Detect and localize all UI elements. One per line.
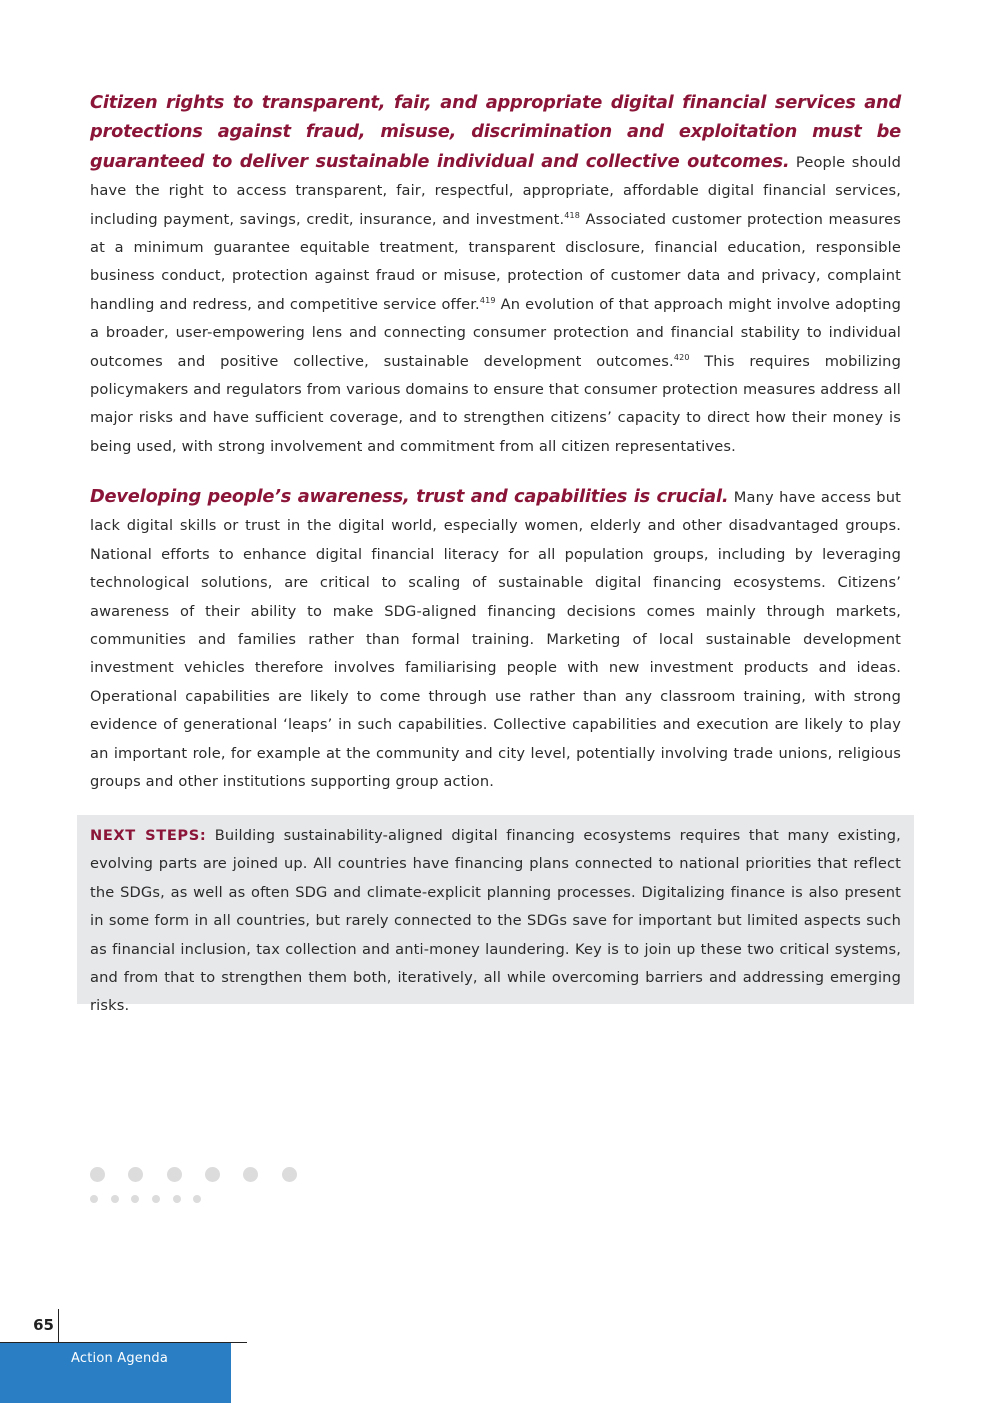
- dot: [90, 1167, 105, 1182]
- dot: [243, 1167, 258, 1182]
- page-number: 65: [33, 1316, 54, 1334]
- paragraph-awareness: [90, 483, 901, 796]
- decorative-dots: [90, 1167, 310, 1207]
- dot: [90, 1195, 98, 1203]
- footnote-ref[interactable]: 419: [479, 295, 496, 305]
- footer-section-label[interactable]: Action Agenda: [71, 1351, 169, 1366]
- next-steps-label: NEXT STEPS:: [90, 827, 207, 844]
- paragraph-citizen-rights: [90, 89, 901, 461]
- dot: [111, 1195, 119, 1203]
- dot: [193, 1195, 201, 1203]
- dot: [128, 1167, 143, 1182]
- dot: [131, 1195, 139, 1203]
- paragraph-text: An evolution of that approach might involve adopting a broader, user-empowering lens and connecting consumer protection and financial stability to individual outcomes and positive collective, sustainable development outcomes.: [90, 295, 902, 370]
- paragraph-lead: Citizen rights to transparent, fair, and appropriate digital financial services and protections against fraud, misuse, discrimination and exploitation must be guaranteed to deliver sustainable individual and collective outcomes.: [90, 92, 901, 172]
- paragraph-text: Associated customer protection measures at a minimum guarantee equitable treatment, transparent disclosure, financial education, responsible business conduct, protection against fraud or misuse, protection of customer data and privacy, complaint handling and redress, and competitive service offer.: [90, 210, 902, 313]
- paragraph-text: Many have access but lack digital skills or trust in the digital world, especially women, elderly and other disadvantaged groups. National efforts to enhance digital financial literacy for all population groups, including by leveraging technological solutions, are critical to scaling of sustainable digital financing ecosystems. Citizens’ awareness of their ability to make SDG-aligned financing decisions comes mainly through markets, communities and families rather than formal training. Marketing of local sustainable development investment vehicles therefore involves familiarising people with new investment products and ideas. Operational capabilities are likely to come through use rather than any classroom training, with strong evidence of generational ‘leaps’ in such capabilities. Collective capabilities and execution are likely to play an important role, for example at the community and city level, potentially involving trade unions, religious groups and other institutions supporting group action.: [90, 489, 901, 791]
- paragraph-text: This requires mobilizing policymakers and regulators from various domains to ensure that consumer protection measures address all major risks and have sufficient coverage, and to strengthen citizens’ capacity to direct how their money is being used, with strong involvement and commitment from all citizen representatives.: [90, 352, 901, 455]
- dot: [152, 1195, 160, 1203]
- paragraph-lead: Developing people’s awareness, trust and capabilities is crucial.: [90, 486, 729, 507]
- footnote-ref[interactable]: 420: [673, 352, 690, 362]
- dot: [282, 1167, 297, 1182]
- next-steps-text: Building sustainability-aligned digital financing ecosystems requires that many existing, evolving parts are joined up. All countries have financing plans connected to national priorities that reflect the SDGs, as well as often SDG and climate-explicit planning processes. Digitalizing finance is also present in some form in all countries, but rarely connected to the SDGs save for important but limited aspects such as financial inclusion, tax collection and anti-money laundering. Key is to join up these two critical systems, and from that to strengthen them both, iteratively, all while overcoming barriers and addressing emerging risks.: [90, 827, 901, 1015]
- dot: [205, 1167, 220, 1182]
- next-steps-paragraph: [90, 822, 901, 1021]
- dot: [167, 1167, 182, 1182]
- paragraph-text: People should have the right to access transparent, fair, respectful, appropriate, affordable digital financial services, including payment, savings, credit, insurance, and investment.: [90, 153, 901, 228]
- dot: [173, 1195, 181, 1203]
- footnote-ref[interactable]: 418: [564, 210, 581, 220]
